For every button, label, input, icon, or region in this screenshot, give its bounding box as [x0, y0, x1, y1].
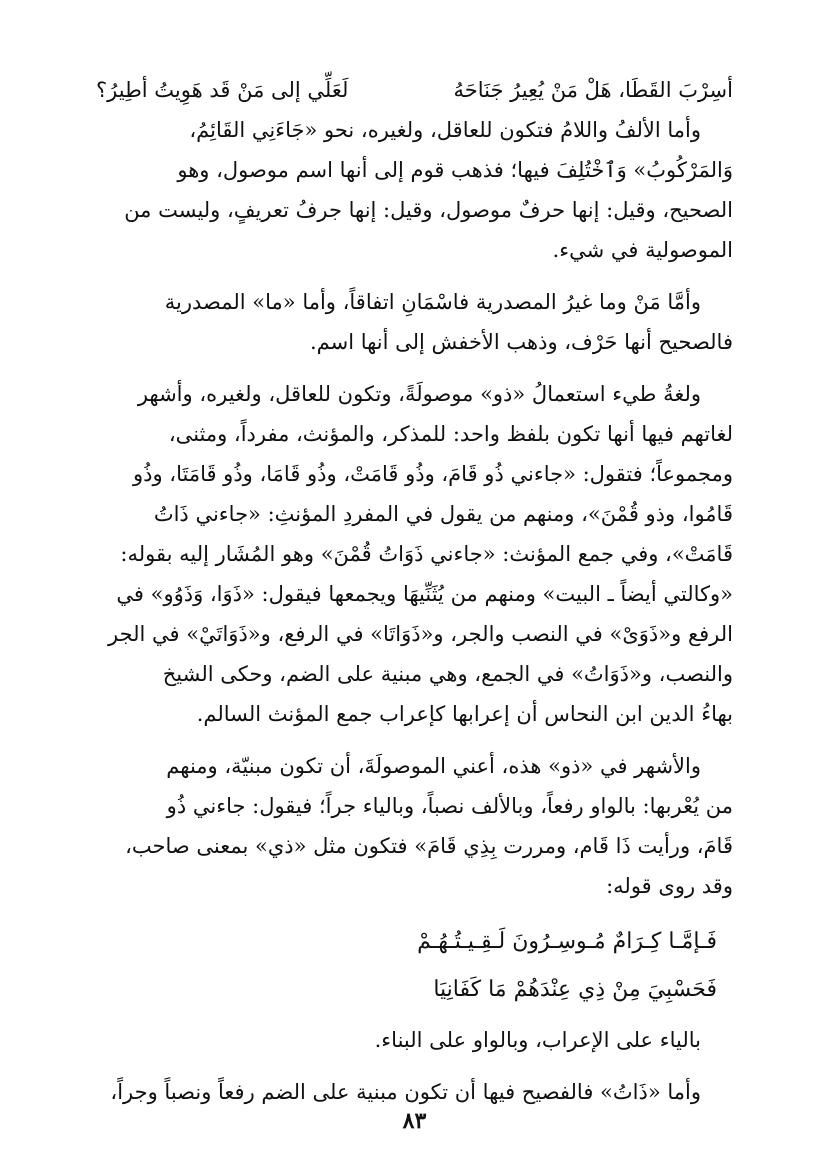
- text-line: وأما الألفُ واللامُ فتكون للعاقل، ولغيره، نحو «جَاءَنِي القَائِمُ،: [189, 118, 701, 142]
- verse-right-hemistich: أسِرْبَ القَطَا، هَلْ مَنْ يُعِيرُ جَنَاحَهُ: [453, 78, 733, 102]
- paragraph-man-ma: [96, 282, 733, 362]
- text-line: «وكالتي أيضاً ـ البيت» ومنهم من يُثَنِّيهَا ويجمعها فيقول: «ذَوَا، وَذَوُو» في: [116, 582, 733, 606]
- text-line: وقد روى قوله:: [606, 874, 733, 898]
- poem-comment: بالياء على الإعراب، وبالواو على البناء.: [374, 1028, 701, 1052]
- text-line: الرفع و«ذَوَىْ» في النصب والجر، و«ذَوَاتَا» في الرفع، و«ذَوَاتَيْ» في الجر: [108, 622, 733, 646]
- paragraph-alif-lam: [96, 110, 733, 270]
- text-line: قَامَ، ورأيت ذَا قَام، ومررت بِذِي قَامَ» فتكون مثل «ذي» بمعنى صاحب،: [125, 834, 733, 858]
- text-line: من يُعْربها: بالواو رفعاً، وبالألف نصباً، وبالياء جراً؛ فيقول: جاءني ذُو: [166, 794, 733, 818]
- text-line: الموصولية في شيء.: [552, 238, 733, 262]
- text-line: وَالمَرْكُوبُ» وَٱخْتُلِفَ فيها؛ فذهب قوم إلى أنها اسم موصول، وهو: [177, 158, 733, 182]
- verse-left-hemistich: لَعَلِّي إلى مَنْ قَد هَوِيتُ أطِيرُ؟: [96, 78, 349, 102]
- text-line: ولغةُ طيء استعمالُ «ذو» موصولَةً، وتكون للعاقل، ولغيره، وأشهر: [137, 382, 701, 406]
- text-line: والنصب، و«ذَوَاتُ» في الجمع، وهي مبنية على الضم، وحكى الشيخ: [162, 662, 733, 686]
- text-line: بهاءُ الدين ابن النحاس أن إعرابها كإعراب جمع المؤنث السالم.: [196, 702, 733, 726]
- text-line: فالصحيح أنها حَرْف، وذهب الأخفش إلى أنها اسم.: [309, 330, 733, 354]
- text-line: والأشهر في «ذو» هذه، أعني الموصولَةَ، أن تكون مبنيّة، ومنهم: [166, 754, 701, 778]
- paragraph-dhu-inflection: [96, 746, 733, 906]
- text-line: وأمَّا مَنْ وما غيرُ المصدرية فاسْمَانِ اتفاقاً، وأما «ما» المصدرية: [164, 290, 701, 314]
- text-line: لغاتهم فيها أنها تكون بلفظ واحد: للمذكر، والمؤنث، مفرداً، ومثنى،: [168, 422, 733, 446]
- page-number: ٨٣: [402, 1108, 427, 1134]
- verse-line: [96, 70, 733, 110]
- paragraph-tayy-dialect: [96, 374, 733, 734]
- poem-line-first: فَـإمَّـا كِـرَامٌ مُـوسِـرُونَ لَـقِـيـتُـهُـمْ: [417, 929, 717, 954]
- text-line: قَامَتْ»، وفي جمع المؤنث: «جاءني ذَوَاتُ قُمْنَ» وهو المُشَار إليه بقوله:: [120, 542, 733, 566]
- paragraph-dhat: [96, 1072, 733, 1112]
- text-line: وأما «ذَاتُ» فالفصيح فيها أن تكون مبنية على الضم رفعاً ونصباً وجراً،: [110, 1080, 701, 1104]
- text-line: الصحيح، وقيل: إنها حرفٌ موصول، وقيل: إنها جرفُ تعريفٍ، وليست من: [124, 198, 733, 222]
- poem-line-second: فَحَسْبِيَ مِنْ ذِي عِنْدَهُمْ مَا كَفَانِيَا: [433, 977, 717, 1002]
- text-line: ومجموعاً؛ فتقول: «جاءني ذُو قَامَ، وذُو قَامَتْ، وذُو قَامَا، وذُو قَامَتَا، وذُو: [133, 462, 733, 486]
- text-line: قَامُوا، وذو قُمْنَ»، ومنهم من يقول في المفردِ المؤنثِ: «جاءني ذَاتُ: [153, 502, 733, 526]
